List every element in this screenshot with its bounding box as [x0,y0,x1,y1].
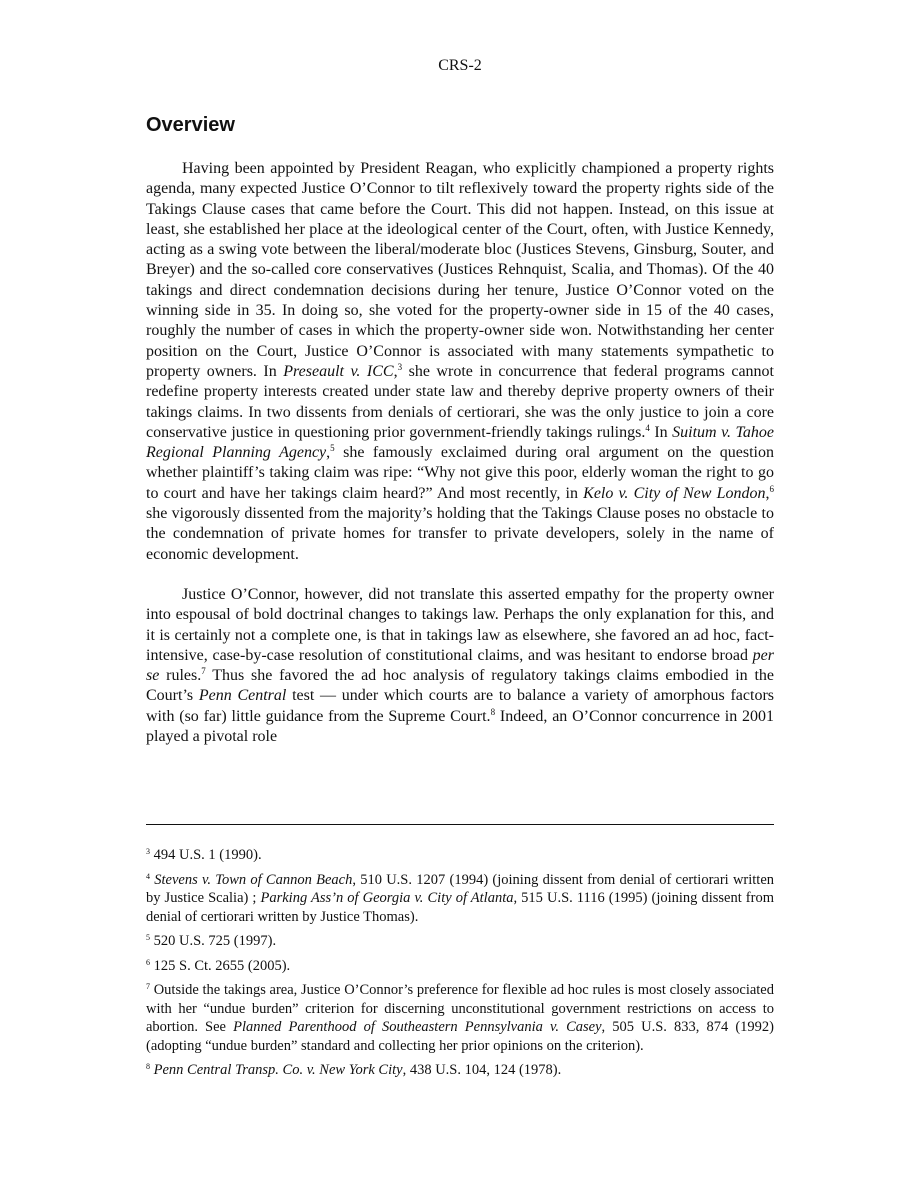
footnote-text: Outside the takings area, Justice O’Connor’s preference for flexible ad hoc rules is most closely associated with her “undue burden” criterion for discerning unconstitutional government restrictions on access to abortion. See [146,982,774,1035]
case-name: Kelo v. City of New London [583,484,766,502]
text-run: Having been appointed by President Reagan, who explicitly championed a property rights agenda, many expected Justice O’Connor to tilt reflexively toward the property rights side of the Takings Clause cases that came before the Court. This did not happen. Instead, on this issue at least, she established her place at the ideological center of the Court, often, with Justice Kennedy, acting as a swing vote between the liberal/moderate bloc (Justices Stevens, Ginsburg, Souter, and Breyer) and the so-called core conservatives (Justices Rehnquist, Scalia, and Thomas). Of the 40 takings and direct condemnation decisions during her tenure, Justice O’Connor voted on the winning side in 35. In doing so, she voted for the property-owner side in 15 of the 40 cases, roughly the number of cases in which the property-owner side won. Notwithstanding her center position on the Court, Justice O’Connor is associated with many statements sympathetic to property owners. In [146,160,774,380]
footnote-divider [146,824,774,825]
footnote-text: , 510 U.S. 1207 (1994) (joining dissent from denial of certiorari written by Justice Scalia) ; [146,871,775,906]
case-name: Stevens v. Town of Cannon Beach [154,871,353,888]
footnote-ref: 3 [397,361,403,372]
paragraph-2 [146,585,774,747]
case-name: Parking Ass’n of Georgia v. City of Atlanta [260,890,514,906]
text-run: she wrote in concurrence that federal programs cannot redefine property interests created under state law and thereby deprive property owners of their takings claims. In two dissents from denials of certiorari, she was the only justice to join a core conservative justice in questioning prior government-friendly takings rulings. [146,362,774,441]
footnote-number: 3 [146,847,150,856]
footnote-number: 5 [146,933,150,942]
case-name: Penn Central [198,687,287,705]
footnote-7 [146,981,774,1055]
footnote-8 [146,1061,774,1080]
footnote-text: , 438 U.S. 104, 124 (1978). [402,1062,562,1078]
footnote-4 [146,871,774,927]
footnote-ref: 8 [490,706,496,717]
footnote-number: 4 [146,871,150,881]
footnote-ref: 6 [769,483,775,494]
footnote-5 [146,932,774,951]
text-run: Justice O’Connor, however, did not translate this asserted empathy for the property owner into espousal of bold doctrinal changes to takings law. Perhaps the only explanation for this, and it is certainly not a complete one, is that in takings law as elsewhere, she favored an ad hoc, fact-intensive, case-by-case resolution of constitutional claims, and was hesitant to endorse broad [146,585,774,664]
page-header: CRS-2 [438,57,482,74]
case-name: Penn Central Transp. Co. v. New York City [153,1062,403,1078]
footnote-ref: 7 [201,666,206,677]
case-name: Preseault v. ICC [283,362,394,380]
text-run: test — under which courts are to balance a variety of amorphous factors with (so far) little guidance from the Supreme Court. [146,687,775,725]
text-run: rules. [159,667,202,685]
footnote-text: , 505 U.S. 833, 874 (1992) (adopting “undue burden” standard and collecting her prior opinions on the criterion). [146,1019,775,1054]
footnote-ref: 5 [330,443,335,454]
paragraph-1: Having been appointed by President Reagan, who explicitly championed a property rights agenda, many expected Justice O’Connor to tilt reflexively toward the property rights side of the Takings Clause cases that came before the Court. This did not happen. Instead, on this issue at least, she established her place at the ideological center of the Court, often, with Justice Kennedy, acting as a swing vote between the liberal/moderate bloc (Justices Stevens, Ginsburg, Souter, and Breyer) and the so-called core conservatives (Justices Rehnquist, Scalia, and Thomas). Of the 40 takings and direct condemnation decisions during her tenure, Justice O’Connor voted on the winning side in 35. In doing so, she voted for the property-owner side in 15 of the 40 cases, roughly the number of cases in which the property-owner side won. Notwithstanding her center position on the Court, Justice O’Connor is associated with many statements sympathetic to property owners. In Preseault v. ICC,$^3$ she wrote in concurrence that federal programs cannot redefine property interests created under state law and thereby deprive property owners of their takings claims. In two dissents from denials of certiorari, she was the only justice to join a core conservative justice in questioning prior government-friendly takings rulings.$^4$ In Suitum v. Tahoe Regional Planning Agency,$^5$ she famously exclaimed during oral argument on the question whether plaintiff’s taking claim was ripe: “Why not give this poor, elderly woman the right to go to court and have her takings claim heard?” And most recently, in Kelo v. City of New London,$^6$ she vigorously dissented from the majority’s holding that the Takings Clause poses no obstacle to the condemnation of private homes for transfer to private developers, solely in the name of economic development. [146,160,775,563]
footnote-3 [146,846,774,865]
footnote-number: 8 [146,1062,150,1071]
latin-term: per se [146,646,774,685]
footnote-ref: 4 [645,422,650,433]
footnote-text: 494 U.S. 1 (1990). [150,847,262,863]
footnote-6 [146,957,774,976]
footnote-number: 6 [146,957,150,967]
text-run: she vigorously dissented from the majority’s holding that the Takings Clause poses no obstacle to the condemnation of private homes for transfer to private developers, solely in the name of economic development. [146,505,774,563]
section-title: Overview [146,114,235,136]
footnote-text: 520 U.S. 725 (1997). [150,933,277,949]
text-run: she famously exclaimed during oral argument on the question whether plaintiff’s taking claim was ripe: “Why not give this poor, elderly woman the right to go to court and have her takings claim heard?” And most recently, in [146,444,775,502]
body-text [146,159,774,747]
footnote-text: 125 S. Ct. 2655 (2005). [150,957,291,974]
case-name: Planned Parenthood of Southeastern Pennsylvania v. Casey [233,1019,602,1035]
footnote-number: 7 [146,982,150,991]
text-run: Indeed, an O’Connor concurrence in 2001 played a pivotal role [146,707,775,746]
text-run: In [649,423,673,441]
case-name: Suitum v. Tahoe Regional Planning Agency [146,423,775,462]
footnotes [146,846,774,1086]
footnote-text: , 515 U.S. 1116 (1995) (joining dissent from denial of certiorari written by Justice Thomas). [146,890,774,925]
text-run: Thus she favored the ad hoc analysis of regulatory takings claims embodied in the Court’s [146,667,774,705]
